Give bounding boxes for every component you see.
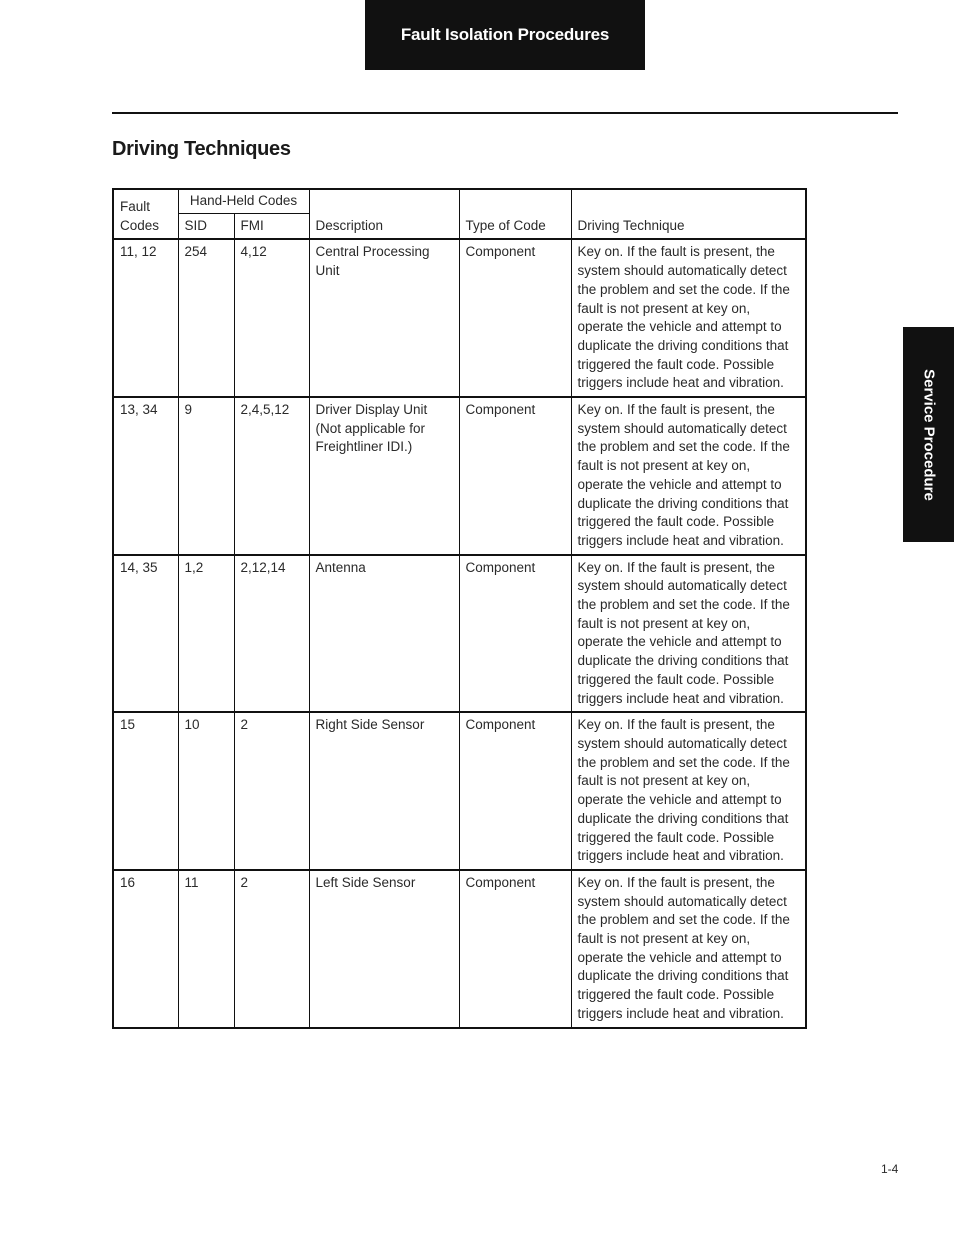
header-description: Description — [309, 189, 459, 239]
table-row — [113, 712, 806, 870]
section-title: Driving Techniques — [112, 138, 291, 160]
side-tab-label: Service Procedure — [920, 368, 937, 501]
cell-type-of-code: Component — [459, 712, 571, 870]
cell-fault-codes: 16 — [113, 870, 178, 1028]
header-tab — [365, 0, 645, 70]
cell-sid: 1,2 — [178, 555, 234, 713]
cell-sid: 254 — [178, 239, 234, 397]
cell-fault-codes: 15 — [113, 712, 178, 870]
header-fmi: FMI — [234, 213, 309, 239]
page-number: 1-4 — [881, 1162, 899, 1176]
cell-type-of-code: Component — [459, 239, 571, 397]
cell-description: Driver Display Unit (Not applicable for Freightliner IDI.) — [309, 397, 459, 555]
table-row — [113, 397, 806, 555]
cell-type-of-code: Component — [459, 870, 571, 1028]
cell-description: Central Processing Unit — [309, 239, 459, 397]
header-sid: SID — [178, 213, 234, 239]
table-row — [113, 870, 806, 1028]
header-tab-title: Fault Isolation Procedures — [400, 25, 610, 44]
cell-fmi: 2,12,14 — [234, 555, 309, 713]
cell-driving-technique: Key on. If the fault is present, the system should automatically detect the problem and set the code. If the fault is not present at key on, operate the vehicle and attempt to duplicate the driving conditions that triggered the fault code. Possible triggers include heat and vibration. — [571, 397, 806, 555]
header-rule — [112, 112, 898, 114]
cell-type-of-code: Component — [459, 555, 571, 713]
cell-fmi: 4,12 — [234, 239, 309, 397]
driving-techniques-table — [112, 188, 807, 1029]
header-driving-technique: Driving Technique — [571, 189, 806, 239]
side-tab — [903, 327, 954, 542]
cell-description: Antenna — [309, 555, 459, 713]
cell-description: Left Side Sensor — [309, 870, 459, 1028]
cell-fmi: 2 — [234, 712, 309, 870]
cell-fault-codes: 13, 34 — [113, 397, 178, 555]
cell-fault-codes: 11, 12 — [113, 239, 178, 397]
cell-driving-technique: Key on. If the fault is present, the system should automatically detect the problem and set the code. If the fault is not present at key on, operate the vehicle and attempt to duplicate the driving conditions that triggered the fault code. Possible triggers include heat and vibration. — [571, 712, 806, 870]
cell-driving-technique: Key on. If the fault is present, the system should automatically detect the problem and set the code. If the fault is not present at key on, operate the vehicle and attempt to duplicate the driving conditions that triggered the fault code. Possible triggers include heat and vibration. — [571, 870, 806, 1028]
cell-driving-technique: Key on. If the fault is present, the system should automatically detect the problem and set the code. If the fault is not present at key on, operate the vehicle and attempt to duplicate the driving conditions that triggered the fault code. Possible triggers include heat and vibration. — [571, 239, 806, 397]
header-fault-codes: Fault Codes — [113, 189, 178, 239]
table-row — [113, 555, 806, 713]
table-row — [113, 239, 806, 397]
cell-sid: 11 — [178, 870, 234, 1028]
header-hand-held-codes: Hand-Held Codes — [178, 189, 309, 213]
cell-type-of-code: Component — [459, 397, 571, 555]
cell-sid: 9 — [178, 397, 234, 555]
cell-fault-codes: 14, 35 — [113, 555, 178, 713]
header-type-of-code: Type of Code — [459, 189, 571, 239]
cell-sid: 10 — [178, 712, 234, 870]
cell-description: Right Side Sensor — [309, 712, 459, 870]
cell-fmi: 2 — [234, 870, 309, 1028]
cell-fmi: 2,4,5,12 — [234, 397, 309, 555]
cell-driving-technique: Key on. If the fault is present, the system should automatically detect the problem and set the code. If the fault is not present at key on, operate the vehicle and attempt to duplicate the driving conditions that triggered the fault code. Possible triggers include heat and vibration. — [571, 555, 806, 713]
